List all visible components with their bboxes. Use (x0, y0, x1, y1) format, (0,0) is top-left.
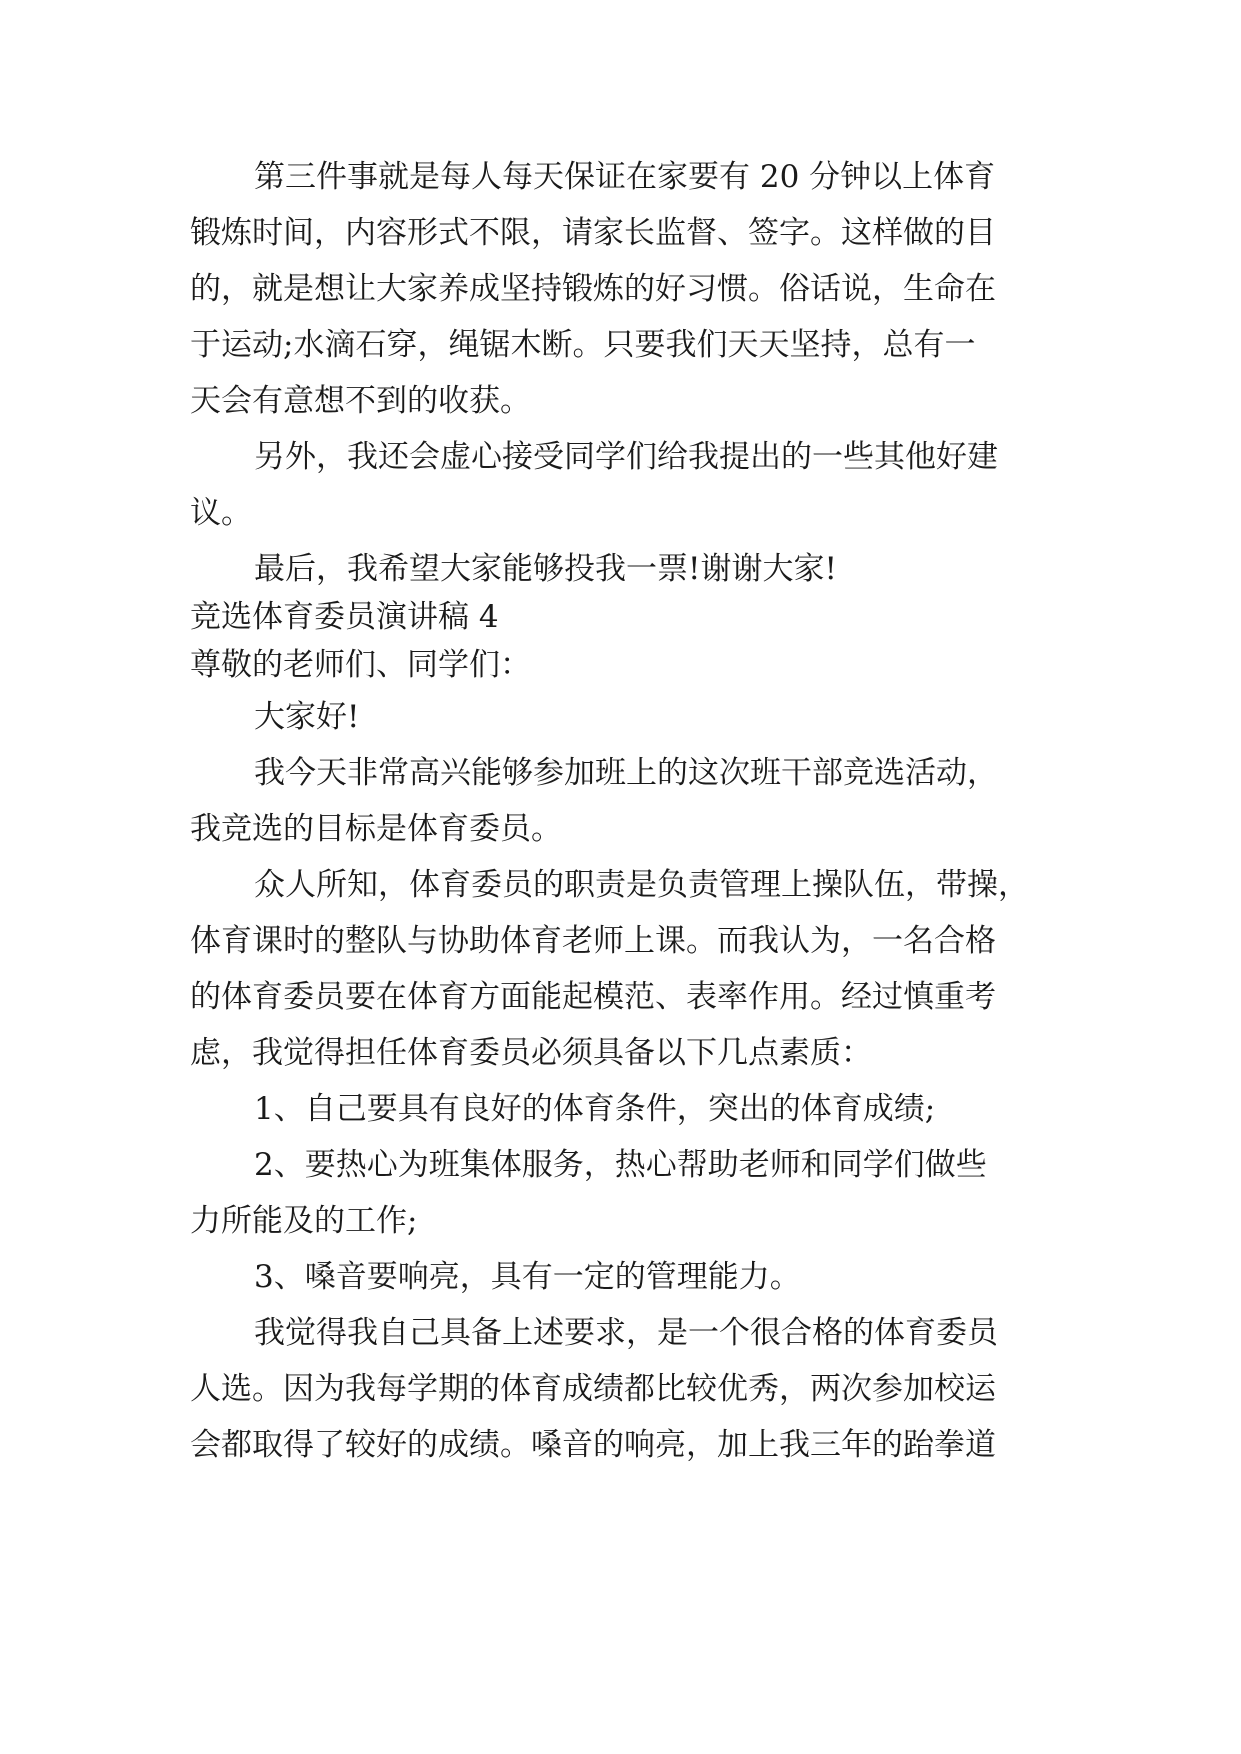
salutation: 尊敬的老师们、同学们： (190, 647, 531, 683)
paragraph-line: 的，就是想让大家养成坚持锻炼的好习惯。俗话说，生命在 (190, 271, 996, 307)
paragraph-line: 于运动;水滴石穿，绳锯木断。只要我们天天坚持，总有一 (190, 327, 976, 363)
paragraph-line: 天会有意想不到的收获。 (190, 383, 531, 419)
paragraph-line: 的体育委员要在体育方面能起模范、表率作用。经过慎重考 (190, 979, 996, 1015)
paragraph-line: 体育课时的整队与协助体育老师上课。而我认为，一名合格 (190, 923, 996, 959)
paragraph-line: 会都取得了较好的成绩。嗓音的响亮，加上我三年的跆拳道 (190, 1427, 996, 1463)
paragraph-line: 我竞选的目标是体育委员。 (190, 811, 562, 847)
list-item: 2、要热心为班集体服务，热心帮助老师和同学们做些 (254, 1147, 987, 1183)
paragraph-line: 锻炼时间，内容形式不限，请家长监督、签字。这样做的目 (190, 215, 996, 251)
greeting: 大家好! (254, 699, 360, 735)
paragraph-line: 众人所知，体育委员的职责是负责管理上操队伍，带操， (254, 867, 1029, 903)
paragraph-line: 人选。因为我每学期的体育成绩都比较优秀，两次参加校运 (190, 1371, 996, 1407)
paragraph-line: 我今天非常高兴能够参加班上的这次班干部竞选活动， (254, 755, 998, 791)
paragraph-line: 我觉得我自己具备上述要求，是一个很合格的体育委员 (254, 1315, 998, 1351)
paragraph-line: 第三件事就是每人每天保证在家要有 20 分钟以上体育 (254, 159, 996, 195)
list-item-continuation: 力所能及的工作; (190, 1203, 418, 1239)
paragraph-line: 议。 (190, 495, 252, 531)
paragraph-line: 最后，我希望大家能够投我一票!谢谢大家! (254, 551, 837, 587)
paragraph-line: 虑，我觉得担任体育委员必须具备以下几点素质： (190, 1035, 872, 1071)
section-title: 竞选体育委员演讲稿 4 (190, 599, 499, 635)
list-item: 3、嗓音要响亮，具有一定的管理能力。 (254, 1259, 801, 1295)
list-item: 1、自己要具有良好的体育条件，突出的体育成绩; (254, 1091, 936, 1127)
paragraph-line: 另外，我还会虚心接受同学们给我提出的一些其他好建 (254, 439, 998, 475)
